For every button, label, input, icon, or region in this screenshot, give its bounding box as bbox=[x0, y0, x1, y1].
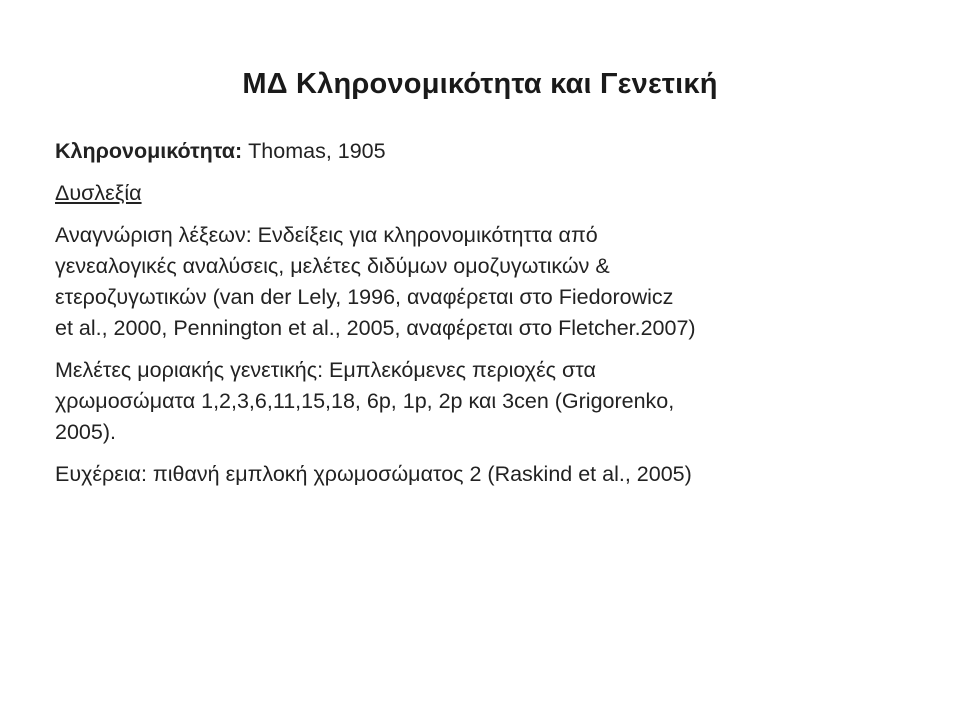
word-recognition-line: et al., 2000, Pennington et al., 2005, αναφέρεται στο Fletcher.2007) bbox=[55, 316, 696, 340]
fluency-line: Ευχέρεια: πιθανή εμπλοκή χρωμοσώματος 2 (Raskind et al., 2005) bbox=[55, 462, 692, 486]
molecular-genetics-line: 2005). bbox=[55, 420, 116, 444]
word-recognition-line: γενεαλογικές αναλύσεις, μελέτες διδύμων ομοζυγωτικών & bbox=[55, 254, 610, 278]
heritability-text: Thomas, 1905 bbox=[242, 139, 386, 163]
word-recognition-line: ετεροζυγωτικών (van der Lely, 1996, αναφέρεται στο Fiedorowicz bbox=[55, 285, 674, 309]
molecular-genetics-line: Μελέτες μοριακής γενετικής: Εμπλεκόμενες περιοχές στα bbox=[55, 358, 596, 382]
dyslexia-heading: Δυσλεξία bbox=[55, 181, 142, 205]
word-recognition-paragraph bbox=[55, 220, 915, 344]
fluency-paragraph bbox=[55, 459, 915, 490]
molecular-genetics-line: χρωμοσώματα 1,2,3,6,11,15,18, 6p, 1p, 2p και 3cen (Grigorenko, bbox=[55, 389, 675, 413]
heritability-paragraph bbox=[55, 136, 915, 167]
heritability-label: Κληρονομικότητα: bbox=[55, 139, 243, 163]
molecular-genetics-paragraph bbox=[55, 355, 915, 448]
dyslexia-paragraph bbox=[55, 178, 915, 209]
slide-content bbox=[55, 136, 915, 501]
slide-title: ΜΔ Κληρονομικότητα και Γενετική bbox=[242, 68, 718, 100]
word-recognition-line: Αναγνώριση λέξεων: Ενδείξεις για κληρονομικότηττα από bbox=[55, 223, 598, 247]
